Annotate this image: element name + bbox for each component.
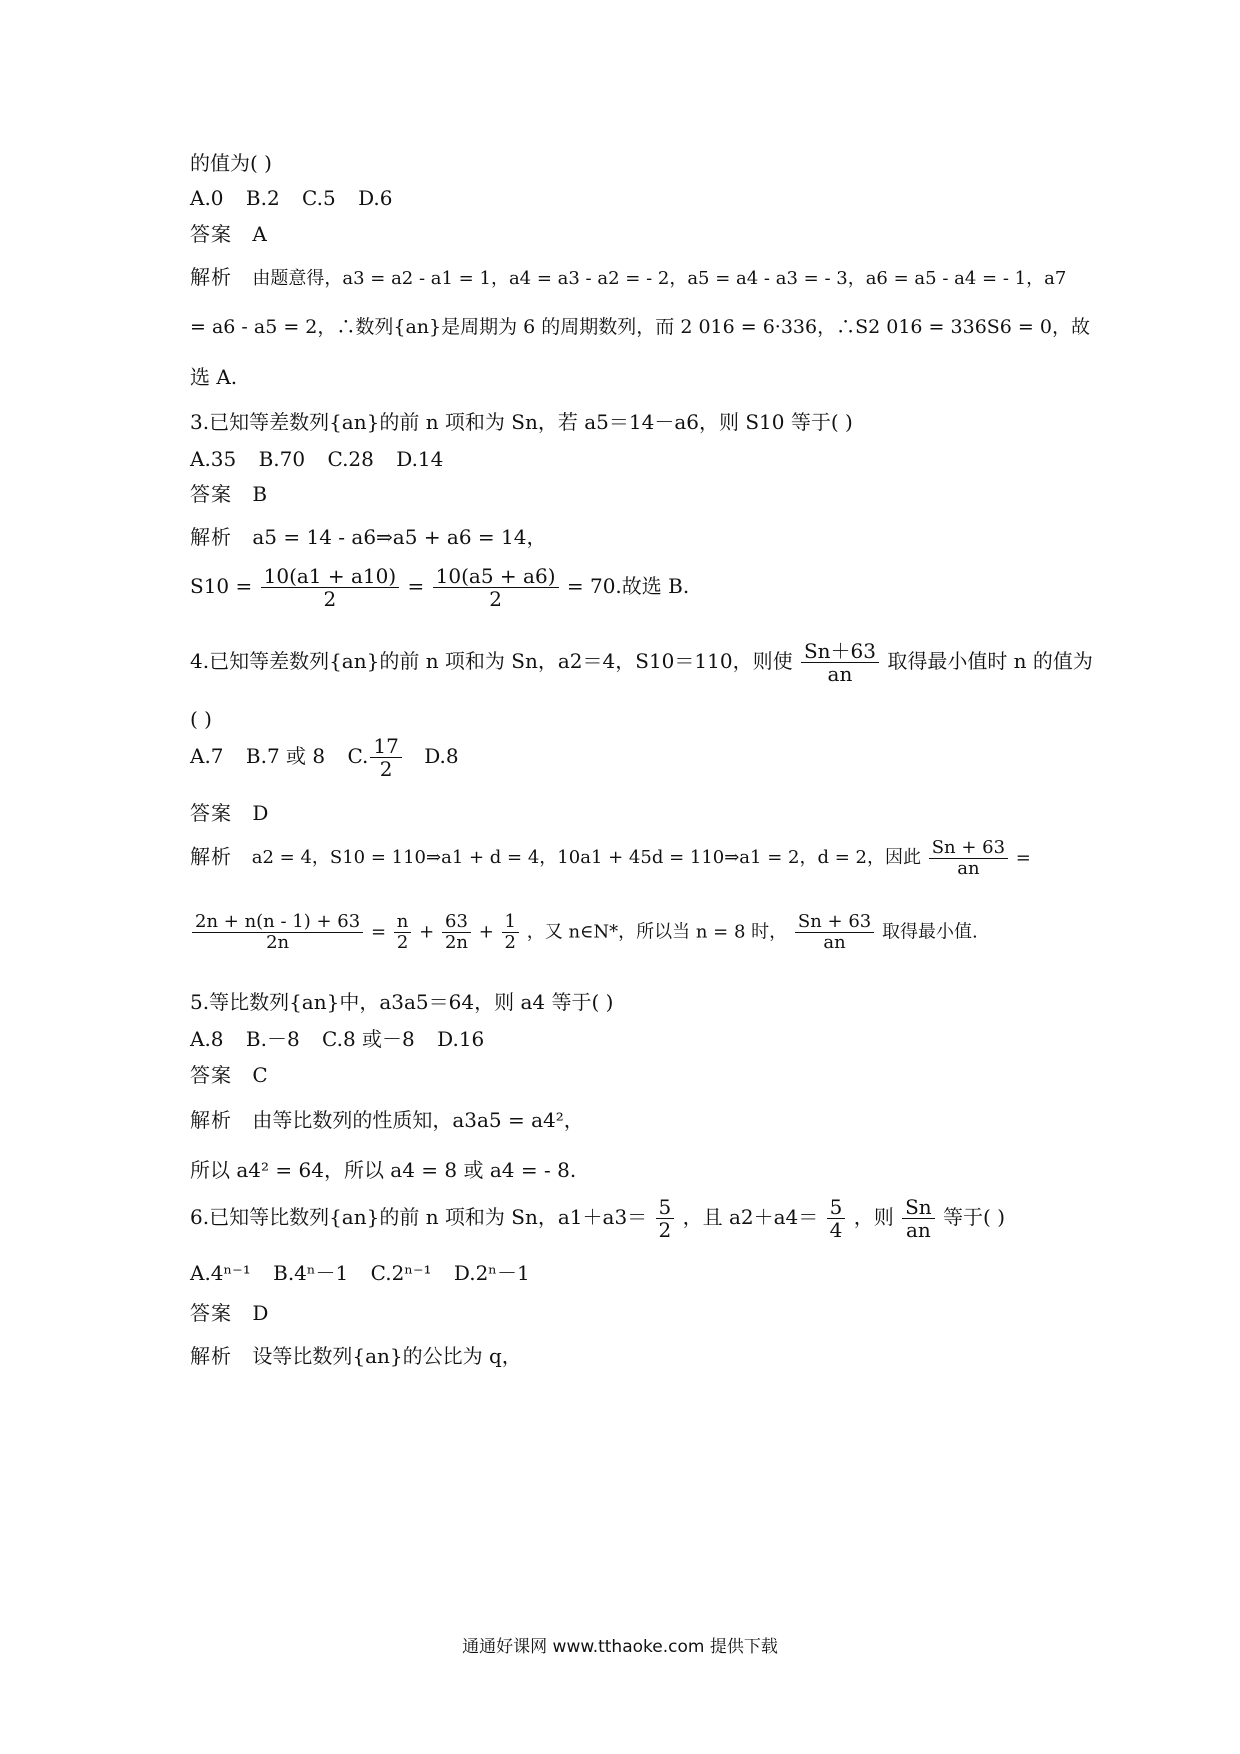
option: A.0 (190, 186, 224, 210)
option: D.14 (396, 447, 444, 471)
text-line: 的值为( ) (190, 151, 272, 175)
numerator: 1 (502, 912, 519, 933)
fraction (433, 565, 559, 610)
solution-label: 解析 (190, 1108, 232, 1132)
numerator: 17 (370, 735, 401, 758)
option: C.2ⁿ⁻¹ (370, 1261, 432, 1285)
option: B.70 (258, 447, 306, 471)
denominator: 2 (489, 587, 502, 611)
fraction (929, 838, 1008, 879)
solution-label: 解析 (190, 265, 232, 289)
numerator: 5 (827, 1196, 846, 1219)
fraction (442, 912, 471, 953)
denominator: 2 (323, 587, 337, 611)
formula-text: + (478, 921, 494, 943)
option: A.8 (190, 1027, 224, 1051)
option: D.6 (358, 186, 393, 210)
option: B.4ⁿ－1 (273, 1261, 349, 1285)
formula-text: = 70.故选 B. (566, 574, 690, 598)
options-line (190, 735, 475, 780)
formula-text: 取得最小值. (881, 921, 978, 943)
question-text: 取得最小值时 n 的值为 (887, 649, 1093, 673)
formula-text: ，又 n∈N*，所以当 n = 8 时， (526, 921, 788, 943)
fraction (801, 640, 879, 685)
numerator: 5 (656, 1196, 675, 1219)
solution-label: 解析 (190, 1344, 232, 1368)
denominator: an (827, 662, 853, 686)
numerator: n (394, 912, 412, 933)
answer-line (190, 480, 267, 508)
solution-line (190, 523, 547, 551)
option: C.5 (302, 186, 336, 210)
option: C.28 (327, 447, 374, 471)
denominator: 2n (266, 931, 290, 953)
solution-label: 解析 (190, 844, 232, 869)
footer-watermark: 通通好课网 www.tthaoke.com 提供下载 (462, 1637, 778, 1657)
formula-line (190, 565, 689, 610)
denominator: an (905, 1218, 931, 1242)
option: B.2 (245, 186, 280, 210)
answer-value: B (252, 482, 268, 506)
solution-line: 所以 a4² = 64，所以 a4 = 8 或 a4 = - 8. (190, 1158, 577, 1182)
numerator: Sn (902, 1196, 935, 1219)
question-3: 3.已知等差数列{an}的前 n 项和为 Sn，若 a5＝14－a6，则 S10 等于( ) (190, 410, 853, 434)
fraction (827, 1196, 846, 1241)
denominator: 2n (444, 931, 468, 953)
question-text: 等于( ) (943, 1205, 1006, 1229)
solution-text: 由题意得，a3 = a2 - a1 = 1，a4 = a3 - a2 = - 2，a5 = a4 - a3 = - 3，a6 = a5 - a4 = - 1，a7 (252, 268, 1067, 289)
denominator: 2 (379, 757, 393, 781)
answer-value: D (252, 1301, 269, 1325)
question-5: 5.等比数列{an}中，a3a5＝64，则 a4 等于( ) (190, 990, 614, 1014)
fraction (261, 565, 400, 610)
option: C.8 或－8 (322, 1027, 415, 1051)
option: A.4ⁿ⁻¹ (190, 1261, 251, 1285)
solution-text: a5 = 14 - a6⇒a5 + a6 = 14， (252, 525, 547, 549)
fraction (902, 1196, 935, 1241)
option: B.－8 (245, 1027, 300, 1051)
option: D.2ⁿ－1 (453, 1261, 530, 1285)
numerator: 10(a5 + a6) (433, 565, 559, 588)
formula-text: = (407, 574, 425, 598)
answer-label: 答案 (190, 482, 232, 506)
option: B.7 或 8 (245, 744, 326, 768)
solution-line (190, 912, 1060, 953)
numerator: Sn + 63 (929, 838, 1008, 859)
question-text: 4.已知等差数列{an}的前 n 项和为 Sn，a2＝4，S10＝110，则使 (190, 649, 793, 673)
question-text: ，且 a2＋a4＝ (682, 1205, 819, 1229)
numerator: 10(a1 + a10) (261, 565, 400, 588)
solution-line (190, 263, 1067, 293)
options-line (190, 1259, 546, 1287)
option: D.16 (437, 1027, 485, 1051)
denominator: 2 (658, 1218, 672, 1242)
numerator: 2n + n(n - 1) + 63 (192, 912, 363, 933)
denominator: 2 (504, 931, 516, 953)
options-line (190, 1025, 500, 1053)
answer-label: 答案 (190, 1063, 232, 1087)
formula-text: = (1015, 847, 1031, 869)
formula-text: = (370, 921, 387, 943)
fraction (192, 912, 363, 953)
solution-line (190, 1342, 522, 1370)
solution-line: 选 A. (190, 365, 238, 389)
option: C. (347, 744, 369, 768)
solution-line (190, 1106, 584, 1134)
answer-line (190, 220, 267, 248)
numerator: Sn＋63 (801, 640, 879, 663)
denominator: an (957, 857, 980, 879)
options-line (190, 184, 408, 212)
denominator: 2 (396, 931, 409, 953)
denominator: an (823, 931, 846, 953)
answer-label: 答案 (190, 1301, 232, 1325)
answer-value: D (252, 801, 269, 825)
answer-line (190, 1061, 268, 1089)
option: A.7 (190, 744, 224, 768)
solution-text: a2 = 4，S10 = 110⇒a1 + d = 4，10a1 + 45d = 110⇒a1 = 2，d = 2，因此 (251, 847, 921, 869)
solution-text: 设等比数列{an}的公比为 q， (252, 1344, 522, 1368)
numerator: Sn + 63 (795, 912, 874, 933)
solution-line (190, 838, 1060, 879)
denominator: 4 (829, 1218, 843, 1242)
question-text: ，则 (853, 1205, 894, 1229)
fraction (394, 912, 412, 953)
answer-label: 答案 (190, 801, 232, 825)
solution-line: = a6 - a5 = 2，∴数列{an}是周期为 6 的周期数列，而 2 016 = 6·336，∴S2 016 = 336S6 = 0，故 (190, 316, 1090, 338)
question-4 (190, 639, 1093, 686)
formula-text: S10 = (190, 574, 253, 598)
fraction (656, 1196, 675, 1241)
options-line (190, 445, 459, 473)
answer-line (190, 1299, 268, 1327)
text-line: ( ) (190, 707, 212, 731)
answer-line (190, 799, 268, 827)
solution-text: 由等比数列的性质知，a3a5 = a4²， (252, 1108, 584, 1132)
option: D.8 (424, 744, 459, 768)
fraction (502, 912, 519, 953)
option: A.35 (190, 447, 237, 471)
formula-text: + (419, 921, 435, 943)
fraction (370, 735, 401, 780)
numerator: 63 (442, 912, 471, 933)
answer-value: A (252, 222, 267, 246)
fraction (795, 912, 874, 953)
solution-label: 解析 (190, 525, 232, 549)
answer-value: C (252, 1063, 268, 1087)
question-text: 6.已知等比数列{an}的前 n 项和为 Sn，a1＋a3＝ (190, 1205, 648, 1229)
answer-label: 答案 (190, 222, 232, 246)
question-6 (190, 1196, 1060, 1241)
